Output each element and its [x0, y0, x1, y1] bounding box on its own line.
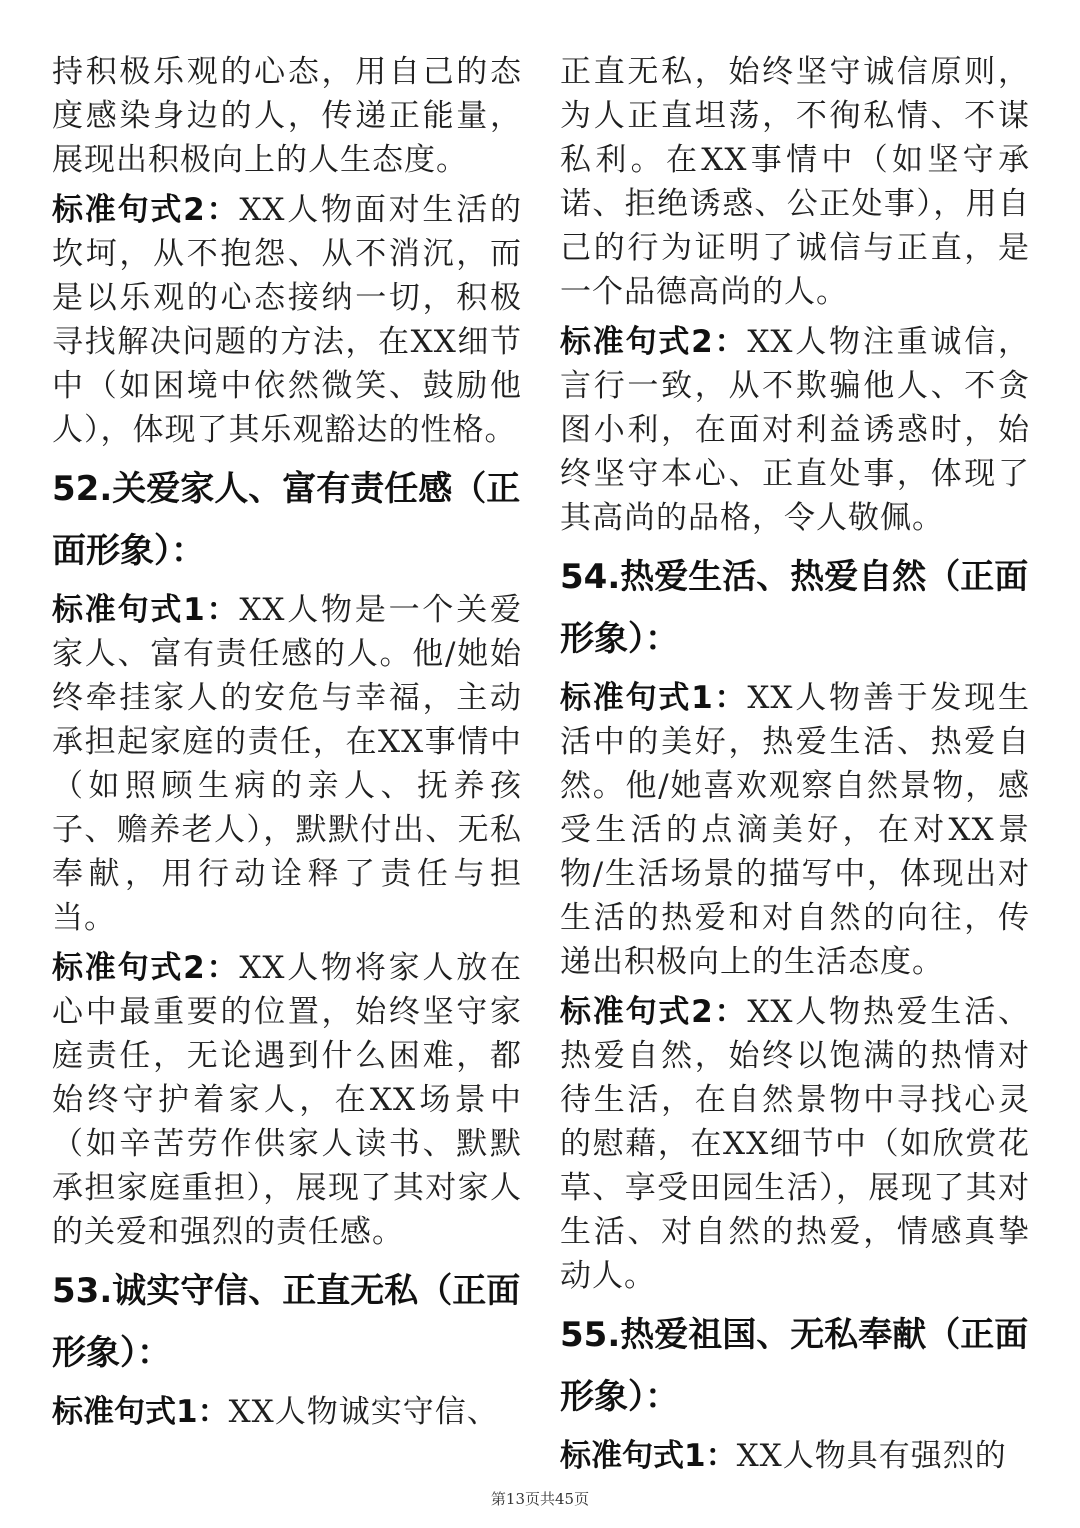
paragraph [560, 1434, 1030, 1478]
paragraph-text: XX人物注重诚信，言行一致，从不欺骗他人、不贪图小利，在面对利益诱惑时，始终坚守本心、正直处事，体现了其高尚的品格，令人敬佩。 [560, 324, 1031, 536]
paragraph [560, 50, 1030, 314]
sentence-pattern-label: 标准句式2： [52, 950, 240, 986]
paragraph [52, 1390, 522, 1434]
paragraph-text: XX人物善于发现生活中的美好，热爱生活、热爱自然。他/她喜欢观察自然景物，感受生活的点滴美好，在对XX景物/生活场景的描写中，体现出对生活的热爱和对自然的向往，传递出积极向上的生活态度。 [560, 680, 1031, 980]
paragraph-text: XX人物具有强烈的 [736, 1438, 1007, 1474]
section-heading-55: 55.热爱祖国、无私奉献（正面形象）： [560, 1315, 1029, 1417]
sentence-pattern-label: 标准句式1： [560, 680, 748, 716]
section-heading-52: 52.关爱家人、富有责任感（正面形象）： [52, 469, 521, 571]
paragraph [52, 50, 522, 182]
paragraph-text: XX人物面对生活的坎坷，从不抱怨、从不消沉，而是以乐观的心态接纳一切，积极寻找解决问题的方法，在XX细节中（如困境中依然微笑、鼓励他人），体现了其乐观豁达的性格。 [52, 192, 523, 448]
page-number-footer: 第13页共45页 [490, 1490, 590, 1508]
paragraph-text: XX人物将家人放在心中最重要的位置，始终坚守家庭责任，无论遇到什么困难，都始终守护着家人，在XX场景中（如辛苦劳作供家人读书、默默承担家庭重担），展现了其对家人的关爱和强烈的责任感。 [52, 950, 523, 1250]
sentence-pattern-label: 标准句式2： [560, 994, 748, 1030]
paragraph [52, 946, 522, 1254]
sentence-pattern-label: 标准句式2： [52, 192, 240, 228]
section-heading-54: 54.热爱生活、热爱自然（正面形象）： [560, 557, 1029, 659]
paragraph [560, 320, 1030, 540]
paragraph [560, 990, 1030, 1298]
sentence-pattern-label: 标准句式2： [560, 324, 748, 360]
paragraph-text: XX人物热爱生活、热爱自然，始终以饱满的热情对待生活，在自然景物中寻找心灵的慰藉，在XX细节中（如欣赏花草、享受田园生活），展现了其对生活、对自然的热爱，情感真挚动人。 [560, 994, 1031, 1294]
paragraph-text: 持积极乐观的心态，用自己的态度感染身边的人，传递正能量，展现出积极向上的人生态度。 [52, 54, 522, 178]
paragraph [52, 588, 522, 940]
paragraph-text: XX人物诚实守信、 [228, 1394, 499, 1430]
paragraph-text: XX人物是一个关爱家人、富有责任感的人。他/她始终牵挂家人的安危与幸福，主动承担起家庭的责任，在XX事情中（如照顾生病的亲人、抚养孩子、赡养老人），默默付出、无私奉献，用行动诠释了责任与担当。 [52, 592, 523, 936]
paragraph [52, 188, 522, 452]
paragraph [560, 676, 1030, 984]
sentence-pattern-label: 标准句式1： [52, 1394, 229, 1430]
sentence-pattern-label: 标准句式1： [52, 592, 240, 628]
right-column [560, 50, 1030, 1484]
paragraph-text: 正直无私，始终坚守诚信原则，为人正直坦荡，不徇私情、不谋私利。在XX事情中（如坚守承诺、拒绝诱惑、公正处事），用自己的行为证明了诚信与正直，是一个品德高尚的人。 [560, 54, 1030, 310]
sentence-pattern-label: 标准句式1： [560, 1438, 737, 1474]
left-column [52, 50, 522, 1440]
section-heading-53: 53.诚实守信、正直无私（正面形象）： [52, 1271, 521, 1373]
